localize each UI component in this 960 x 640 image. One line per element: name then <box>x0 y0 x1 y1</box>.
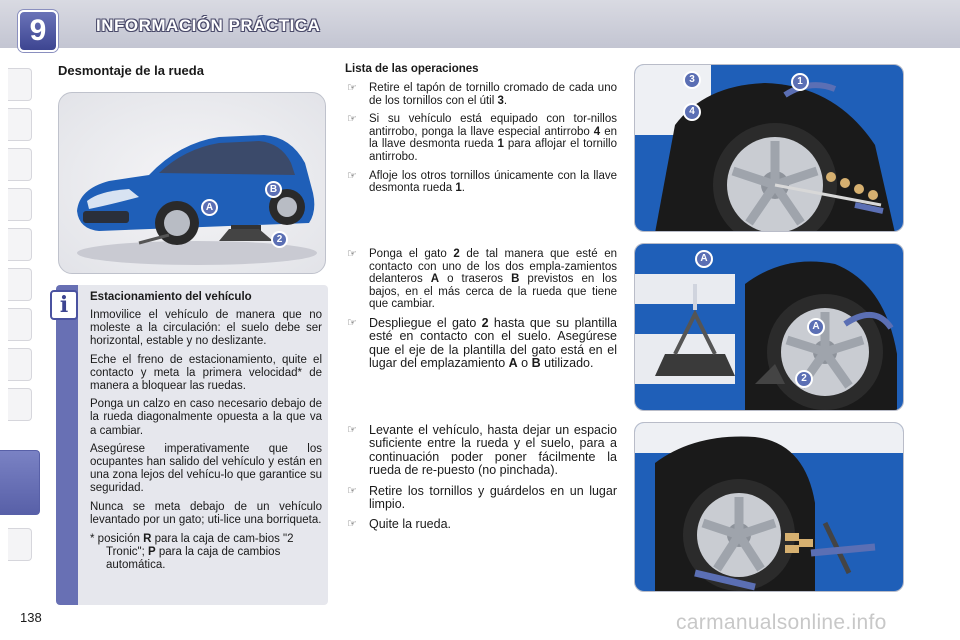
chapter-tab[interactable] <box>8 348 32 381</box>
info-paragraph: Ponga un calzo en caso necesario debajo de la rueda diagonalmente opuesta a la que va a cambiar. <box>90 398 322 437</box>
operations-group-3 <box>345 424 617 539</box>
operation-step: ☞ Afloje los otros tornillos únicamente con la llave desmonta rueda 1. <box>347 169 617 195</box>
info-footnote: * posición R para la caja de cam-bios "2 Tronic"; P para la caja de cambios automática. <box>90 533 294 572</box>
jack-position-photo <box>634 243 904 411</box>
pointing-hand-icon: ☞ <box>347 484 357 497</box>
operations-group-1 <box>345 82 617 201</box>
operation-step: ☞ Levante el vehículo, hasta dejar un espacio suficiente entre la rueda y el suelo, para a continuación poder poner fácilmente la rueda de re-puesto (no pinchada). <box>347 423 617 478</box>
wheel-bolts-photo <box>634 64 904 232</box>
jack-position-drawing <box>635 244 904 411</box>
chapter-tab[interactable] <box>8 528 32 561</box>
marker-b: B <box>265 181 282 198</box>
operation-step: ☞ Quite la rueda. <box>347 517 451 532</box>
marker-1: 1 <box>791 73 809 91</box>
pointing-hand-icon: ☞ <box>347 518 357 531</box>
pointing-hand-icon: ☞ <box>347 169 357 182</box>
parking-info-box <box>56 285 328 605</box>
wheel-bolts-drawing <box>635 65 904 232</box>
page-number: 138 <box>20 610 42 625</box>
pointing-hand-icon: ☞ <box>347 424 357 436</box>
chapter-header <box>0 0 960 50</box>
section-title: Desmontaje de la rueda <box>58 63 204 78</box>
chapter-tab[interactable] <box>8 228 32 261</box>
marker-4: 4 <box>683 103 701 121</box>
operation-step: ☞ Si su vehículo está equipado con tor-nillos antirrobo, ponga la llave especial antirrobo 4 en la llave desmonta rueda 1 para aflojar el tornillo antirrobo. <box>347 113 617 163</box>
pointing-hand-icon: ☞ <box>347 248 357 260</box>
operations-heading: Lista de las operaciones <box>345 63 479 75</box>
marker-a-upper: A <box>695 250 713 268</box>
info-paragraph: Nunca se meta debajo de un vehículo levantado por un gato; uti-lice una borriqueta. <box>90 500 322 526</box>
chapter-tab[interactable] <box>8 188 32 221</box>
chapter-tab-strip <box>0 50 34 580</box>
operations-group-2 <box>345 248 617 377</box>
chapter-tab[interactable] <box>8 108 32 141</box>
operation-step: ☞ Retire el tapón de tornillo cromado de cada uno de los tornillos con el útil 3. <box>347 82 617 107</box>
info-paragraph: Eche el freno de estacionamiento, quite el contacto y meta la primera velocidad* de manera a bloquear las ruedas. <box>90 353 322 393</box>
car-illustration <box>58 92 326 274</box>
pointing-hand-icon: ☞ <box>347 82 357 94</box>
info-icon: i <box>50 290 78 320</box>
marker-2-jack: 2 <box>795 370 813 388</box>
chapter-tab[interactable] <box>8 268 32 301</box>
chapter-tab[interactable] <box>8 68 32 101</box>
chapter-tab[interactable] <box>8 388 32 421</box>
marker-3: 3 <box>683 71 701 89</box>
operation-step: ☞ Ponga el gato 2 de tal manera que esté en contacto con uno de los dos empla-zamientos delanteros A o traseros B previstos en los bajos, en el más cerca de la rueda que tiene que cambiar. <box>347 248 617 311</box>
car-drawing <box>59 93 326 274</box>
info-paragraph: Asegúrese imperativamente que los ocupantes han salido del vehículo y están en una zona lejos del vehícu-lo que garantice su seguridad. <box>90 442 322 495</box>
chapter-title: INFORMACIÓN PRÁCTICA <box>96 16 321 35</box>
marker-a: A <box>201 199 218 216</box>
marker-a-lower: A <box>807 318 825 336</box>
info-paragraph: Inmovilice el vehículo de manera que no moleste a la circulación: el suelo debe ser horizontal, estable y no deslizante. <box>90 309 322 348</box>
pointing-hand-icon: ☞ <box>347 316 357 329</box>
chapter-tab-active[interactable] <box>0 450 40 515</box>
chapter-number-badge: 9 <box>18 10 58 52</box>
wheel-removal-drawing <box>635 423 904 592</box>
pointing-hand-icon: ☞ <box>347 113 357 126</box>
watermark: carmanualsonline.info <box>676 611 887 634</box>
info-box-heading: Estacionamiento del vehículo <box>90 291 252 303</box>
operation-step: ☞ Despliegue el gato 2 hasta que su plantilla esté en contacto con el suelo. Asegúrese que el eje de la plantilla del gato está en el lugar del emplazamiento A o B utilizado. <box>347 315 617 371</box>
chapter-tab[interactable] <box>8 148 32 181</box>
wheel-removal-photo <box>634 422 904 592</box>
operation-step: ☞ Retire los tornillos y guárdelos en un lugar limpio. <box>347 483 617 512</box>
marker-2: 2 <box>271 231 288 248</box>
chapter-tab[interactable] <box>8 308 32 341</box>
